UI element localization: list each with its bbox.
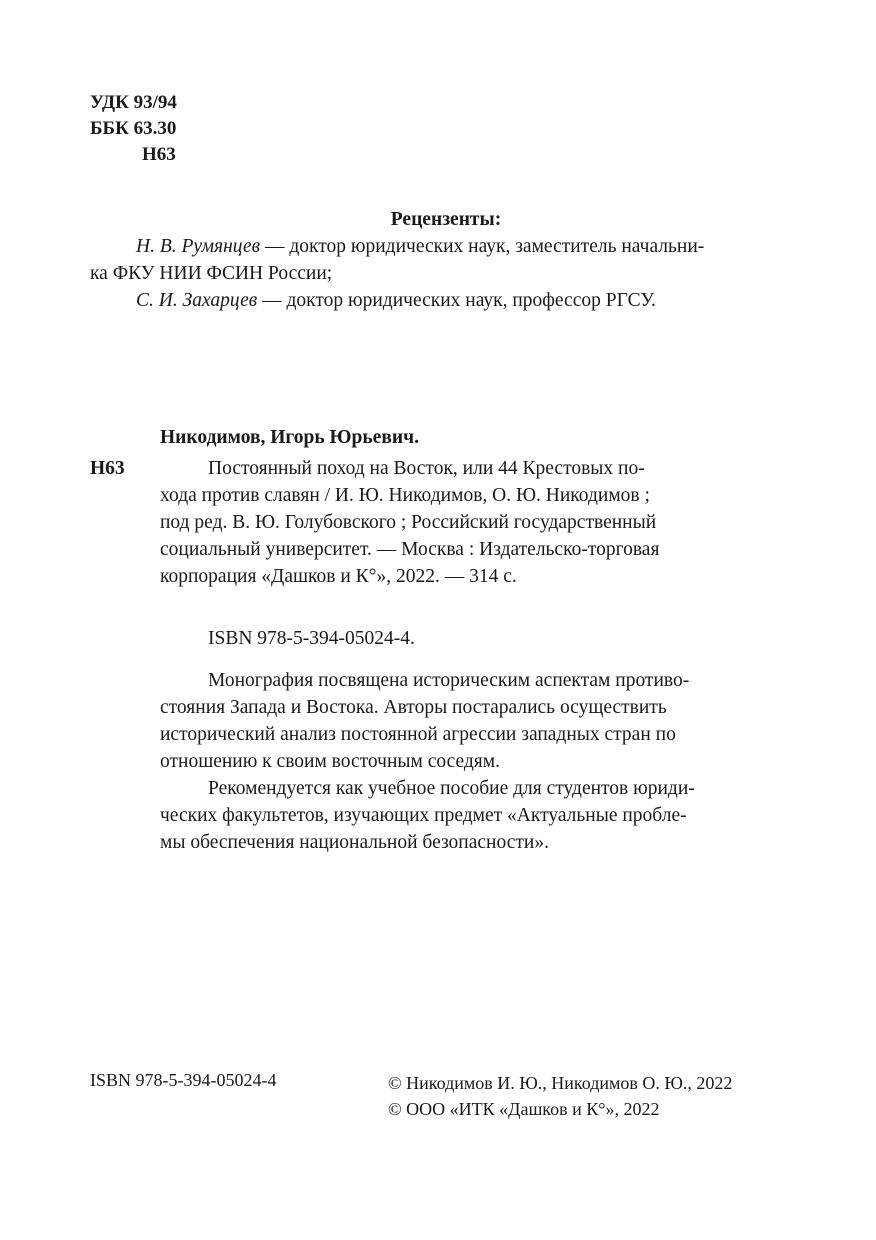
biblio-line: под ред. В. Ю. Голубовского ; Российский государственный: [160, 512, 657, 533]
annotation-line: Монография посвящена историческим аспектам противо-: [208, 670, 690, 691]
annotation: [160, 667, 784, 856]
annotation-line: исторический анализ постоянной агрессии западных стран по: [160, 724, 676, 745]
catalog-isbn: ISBN 978-5-394-05024-4.: [208, 628, 415, 649]
copyright-publisher: © ООО «ИТК «Дашков и К°», 2022: [388, 1099, 660, 1119]
author-sign-margin: Н63: [90, 458, 125, 479]
biblio-line: хода против славян / И. Ю. Никодимов, О. Ю. Никодимов ;: [160, 485, 650, 506]
annotation-line: мы обеспечения национальной безопасности».: [160, 832, 549, 853]
classification-codes: [90, 90, 177, 168]
udk-code: УДК 93/94: [90, 92, 177, 113]
reviewer-2-description: — доктор юридических наук, профессор РГСУ.: [257, 290, 656, 311]
copyright-block: [388, 1070, 732, 1122]
reviewers-title: Рецензенты:: [390, 209, 502, 230]
biblio-line: Постоянный поход на Восток, или 44 Крестовых по-: [208, 458, 645, 479]
reviewer-1-description: — доктор юридических наук, заместитель начальни-: [260, 236, 705, 257]
biblio-line: социальный университет. — Москва : Издательско-торговая: [160, 539, 660, 560]
annotation-line: отношению к своим восточным соседям.: [160, 751, 500, 772]
reviewer-1-name: Н. В. Румянцев: [136, 236, 261, 257]
reviewer-1-line-2: ка ФКУ НИИ ФСИН России;: [90, 263, 333, 284]
bbk-code: ББК 63.30: [90, 118, 177, 139]
annotation-line: стояния Запада и Востока. Авторы постарались осуществить: [160, 697, 667, 718]
footer-isbn: ISBN 978-5-394-05024-4: [90, 1070, 277, 1090]
bibliographic-description: [160, 455, 784, 590]
author-heading: Никодимов, Игорь Юрьевич.: [160, 427, 419, 448]
annotation-line: ческих факультетов, изучающих предмет «Актуальные пробле-: [160, 805, 687, 826]
author-sign-code: Н63: [142, 144, 176, 165]
copyright-authors: © Никодимов И. Ю., Никодимов О. Ю., 2022: [388, 1073, 733, 1093]
annotation-line: Рекомендуется как учебное пособие для студентов юриди-: [208, 778, 695, 799]
reviewer-2-name: С. И. Захарцев: [136, 290, 258, 311]
biblio-line: корпорация «Дашков и К°», 2022. — 314 с.: [160, 566, 517, 587]
reviewer-1-line-1: [90, 233, 784, 260]
reviewer-2-line: [90, 287, 784, 314]
reviewers-block: [90, 206, 784, 314]
